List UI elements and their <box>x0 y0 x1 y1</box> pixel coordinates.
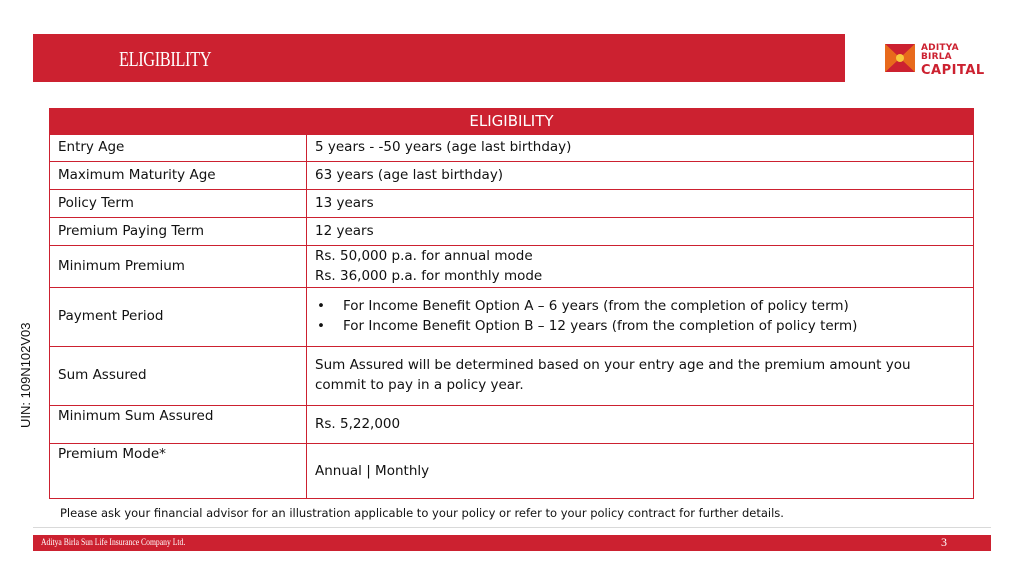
list-item <box>315 317 965 337</box>
row-label: Premium Paying Term <box>50 218 307 246</box>
row-label: Sum Assured <box>50 347 307 406</box>
brand-logo <box>845 34 991 82</box>
row-value: 63 years (age last birthday) <box>307 162 974 190</box>
list-item-text: For Income Benefit Option A – 6 years (from the completion of policy term) <box>343 298 849 315</box>
list-item-text: For Income Benefit Option B – 12 years (from the completion of policy term) <box>343 318 858 334</box>
row-value: 12 years <box>307 218 974 246</box>
row-label: Maximum Maturity Age <box>50 162 307 190</box>
table-row <box>50 218 974 246</box>
table-row <box>50 135 974 162</box>
brand-line2: CAPITAL <box>921 63 985 78</box>
value-line: Rs. 36,000 p.a. for monthly mode <box>315 267 543 284</box>
table-row <box>50 288 974 347</box>
row-label: Minimum Sum Assured <box>50 406 307 444</box>
footer-divider <box>33 527 991 528</box>
row-label: Payment Period <box>50 288 307 347</box>
row-label: Policy Term <box>50 190 307 218</box>
brand-wordmark <box>921 44 991 77</box>
disclaimer-note: Please ask your financial advisor for an illustration applicable to your policy or refer to your policy contract for further details. <box>60 506 784 520</box>
list-item <box>315 297 965 317</box>
table-header-row <box>50 109 974 135</box>
row-value: Rs. 5,22,000 <box>307 406 974 444</box>
bullet-icon: • <box>317 298 325 315</box>
table-row <box>50 444 974 499</box>
table-row <box>50 190 974 218</box>
row-value <box>307 288 974 347</box>
eligibility-table <box>49 108 974 499</box>
table-row <box>50 246 974 288</box>
page-number: 3 <box>941 535 947 549</box>
row-value: 13 years <box>307 190 974 218</box>
row-label: Minimum Premium <box>50 246 307 288</box>
footer-band <box>33 535 991 551</box>
bullet-icon: • <box>317 318 325 334</box>
table-row <box>50 347 974 406</box>
footer-company: Aditya Birla Sun Life Insurance Company Ltd. <box>41 537 186 547</box>
row-label: Premium Mode* <box>50 444 307 499</box>
row-value: Annual | Monthly <box>307 444 974 499</box>
slide-title: ELIGIBILITY <box>119 47 212 71</box>
row-value: Sum Assured will be determined based on your entry age and the premium amount you commit to pay in a policy year. <box>307 347 974 406</box>
table-row <box>50 406 974 444</box>
value-line: Rs. 50,000 p.a. for annual mode <box>315 247 533 264</box>
header-band <box>33 34 991 82</box>
table-heading: ELIGIBILITY <box>50 109 974 135</box>
row-label: Entry Age <box>50 135 307 162</box>
bullet-list <box>315 297 965 336</box>
brand-line1: ADITYA BIRLA <box>921 43 959 62</box>
table-row <box>50 162 974 190</box>
row-value <box>307 246 974 288</box>
row-value: 5 years - -50 years (age last birthday) <box>307 135 974 162</box>
uin-label: UIN: 109N102V03 <box>18 322 33 428</box>
aditya-birla-sun-logo-icon <box>885 44 915 72</box>
